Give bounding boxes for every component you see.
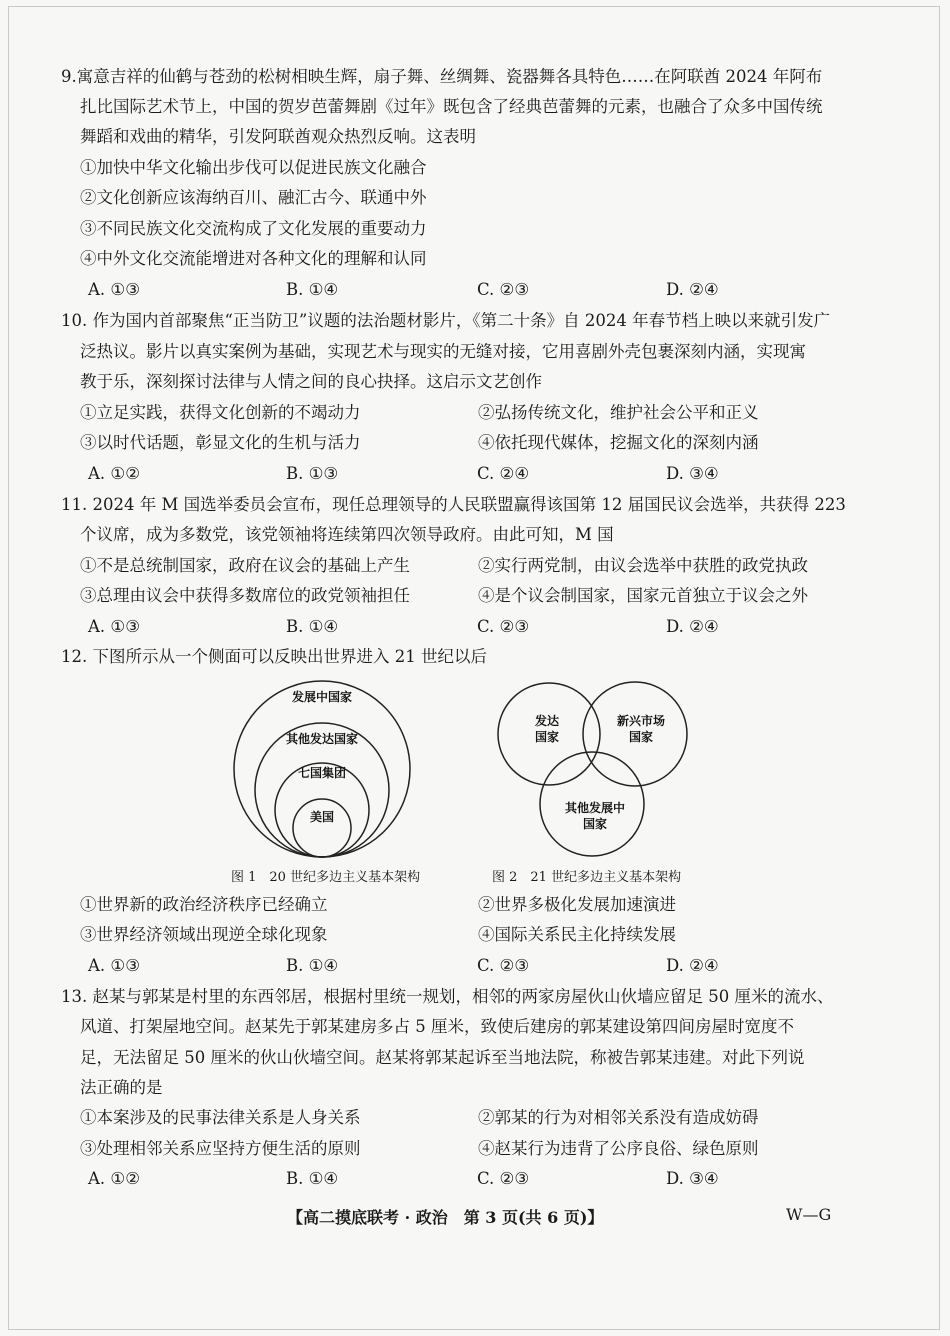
q10-stem-line: 泛热议。影片以真实案例为基础，实现艺术与现实的无缝对接，它用喜剧外壳包裹深刻内涵，实现寓 xyxy=(80,342,806,361)
q13-option: ①本案涉及的民事法律关系是人身关系 xyxy=(80,1108,361,1127)
figure-2-caption: 图 2 21 世纪多边主义基本架构 xyxy=(492,870,682,885)
q12-option: ③世界经济领域出现逆全球化现象 xyxy=(80,925,328,944)
q13-option: ④赵某行为违背了公序良俗、绿色原则 xyxy=(478,1139,759,1158)
label-emerging-2: 国家 xyxy=(628,730,654,744)
q13-answer-d: D. ③④ xyxy=(666,1169,719,1188)
q13-stem-line: 足，无法留足 50 厘米的伙山伙墙空间。赵某将郭某起诉至当地法院，称被告郭某违建。对此下列说 xyxy=(80,1048,805,1067)
q10-option: ③以时代话题，彰显文化的生机与活力 xyxy=(80,433,361,452)
q13-stem-line: 13. 赵某与郭某是村里的东西邻居，根据村里统一规划，相邻的两家房屋伙山伙墙应留足 50 厘米的流水、 xyxy=(61,987,834,1006)
q11-answer-d: D. ②④ xyxy=(666,617,719,636)
figure-1-caption: 图 1 20 世纪多边主义基本架构 xyxy=(231,870,421,885)
q13-answer-a: A. ①② xyxy=(88,1169,140,1188)
q11-option: ③总理由议会中获得多数席位的政党领袖担任 xyxy=(80,586,410,605)
q10-option: ②弘扬传统文化，维护社会公平和正义 xyxy=(478,403,759,422)
q9-answer-c: C. ②③ xyxy=(477,280,530,299)
q9-option: ②文化创新应该海纳百川、融汇古今、联通中外 xyxy=(80,188,427,207)
label-other-developing: 其他发展中 xyxy=(564,801,626,815)
q12-option: ④国际关系民主化持续发展 xyxy=(478,925,676,944)
label-developing-countries: 发展中国家 xyxy=(291,690,353,704)
q9-answer-b: B. ①④ xyxy=(286,280,339,299)
q9-answer-a: A. ①③ xyxy=(88,280,140,299)
q9-option: ①加快中华文化输出步伐可以促进民族文化融合 xyxy=(80,158,427,177)
page-footer-title: 【高二摸底联考 · 政治 第 3 页(共 6 页)】 xyxy=(287,1208,604,1227)
label-developed: 发达 xyxy=(534,714,560,728)
q10-option: ①立足实践，获得文化创新的不竭动力 xyxy=(80,403,361,422)
q13-stem-line: 风道、打架屋地空间。赵某先于郭某建房多占 5 厘米，致使后建房的郭某建设第四间房屋时宽度不 xyxy=(80,1017,794,1036)
label-usa: 美国 xyxy=(309,810,335,824)
q11-stem-line: 11. 2024 年 M 国选举委员会宣布，现任总理领导的人民联盟赢得该国第 12 届国民议会选举，共获得 223 xyxy=(61,495,846,514)
q11-option: ②实行两党制，由议会选举中获胜的政党执政 xyxy=(478,556,808,575)
q10-answer-b: B. ①③ xyxy=(286,464,339,483)
q9-stem-line: 舞蹈和戏曲的精华，引发阿联酋观众热烈反响。这表明 xyxy=(80,127,476,146)
q11-answer-a: A. ①③ xyxy=(88,617,140,636)
q11-answer-b: B. ①④ xyxy=(286,617,339,636)
circle-usa xyxy=(293,799,351,857)
q13-option: ③处理相邻关系应坚持方便生活的原则 xyxy=(80,1139,361,1158)
q12-option: ②世界多极化发展加速演进 xyxy=(478,895,676,914)
figure-1-nested-circles xyxy=(225,680,485,860)
q10-stem-line: 10. 作为国内首部聚焦“正当防卫”议题的法治题材影片，《第二十条》自 2024 年春节档上映以来就引发广 xyxy=(61,311,831,330)
q9-option: ④中外文化交流能增进对各种文化的理解和认同 xyxy=(80,249,427,268)
page-footer-code: W—G xyxy=(786,1205,832,1224)
q10-answer-d: D. ③④ xyxy=(666,464,719,483)
q12-stem-line: 12. 下图所示从一个侧面可以反映出世界进入 21 世纪以后 xyxy=(61,647,487,666)
q13-option: ②郭某的行为对相邻关系没有造成妨碍 xyxy=(478,1108,759,1127)
q10-stem-line: 教于乐，深刻探讨法律与人情之间的良心抉择。这启示文艺创作 xyxy=(80,372,542,391)
q12-option: ①世界新的政治经济秩序已经确立 xyxy=(80,895,328,914)
q11-stem-line: 个议席，成为多数党，该党领袖将连续第四次领导政府。由此可知，M 国 xyxy=(80,525,614,544)
q11-option: ④是个议会制国家，国家元首独立于议会之外 xyxy=(478,586,808,605)
q11-answer-c: C. ②③ xyxy=(477,617,530,636)
q13-answer-b: B. ①④ xyxy=(286,1169,339,1188)
q9-stem-line: 9.寓意吉祥的仙鹤与苍劲的松树相映生辉，扇子舞、丝绸舞、瓷器舞各具特色……在阿联酋 2024 年阿布 xyxy=(61,67,823,86)
q12-answer-a: A. ①③ xyxy=(88,956,140,975)
q10-option: ④依托现代媒体，挖掘文化的深刻内涵 xyxy=(478,433,759,452)
q9-stem-line: 扎比国际艺术节上，中国的贺岁芭蕾舞剧《过年》既包含了经典芭蕾舞的元素，也融合了众多中国传统 xyxy=(80,97,823,116)
figure-2-venn-diagram xyxy=(495,670,715,860)
q13-stem-line: 法正确的是 xyxy=(80,1078,163,1097)
label-g7: 七国集团 xyxy=(297,766,347,780)
label-other-developed: 其他发达国家 xyxy=(285,732,359,746)
q10-answer-c: C. ②④ xyxy=(477,464,530,483)
q11-option: ①不是总统制国家，政府在议会的基础上产生 xyxy=(80,556,410,575)
label-emerging: 新兴市场 xyxy=(616,714,666,728)
q9-option: ③不同民族文化交流构成了文化发展的重要动力 xyxy=(80,219,427,238)
q12-answer-d: D. ②④ xyxy=(666,956,719,975)
q13-answer-c: C. ②③ xyxy=(477,1169,530,1188)
q12-answer-c: C. ②③ xyxy=(477,956,530,975)
q10-answer-a: A. ①② xyxy=(88,464,140,483)
label-developed-2: 国家 xyxy=(534,730,560,744)
q9-answer-d: D. ②④ xyxy=(666,280,719,299)
q12-answer-b: B. ①④ xyxy=(286,956,339,975)
label-other-developing-2: 国家 xyxy=(582,817,608,831)
